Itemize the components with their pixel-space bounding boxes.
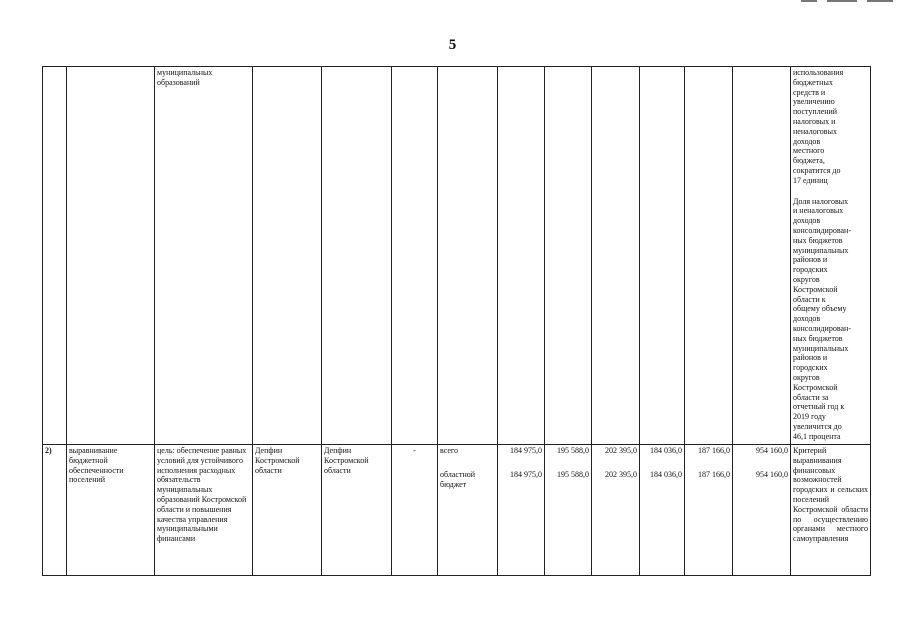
cell-value [733,445,791,576]
cell-value [498,67,545,445]
result-line: Костромской [793,382,838,392]
result-line: местного [793,146,825,156]
cell-number [43,67,67,445]
source-total: всего [440,446,459,455]
cell-value [733,67,791,445]
result-line: консолидирован- [793,225,851,235]
result-line: и неналоговых [793,206,844,216]
cell-value [545,445,592,576]
value-regional: 187 166,0 [698,469,730,479]
result-line: районов и [793,255,828,265]
result-line: округов [793,372,820,382]
value-regional: 184 975,0 [510,469,542,479]
result-line: ных бюджетов [793,333,843,343]
table-row [43,445,871,576]
result-line: увеличится до [793,421,842,431]
result-line: сократится до [793,165,841,175]
result-line: доходов [793,216,821,226]
result-line: поступлений [793,107,838,117]
cell-value [592,445,640,576]
result-line: городских [793,363,828,373]
cell-source [438,445,498,576]
result-line: бюджета, [793,156,825,166]
cell-coexecutor [322,67,392,445]
result-line: общему объему [793,304,847,314]
cell-coexecutor: Депфин Костромской области [322,445,392,576]
result-line: ных бюджетов [793,235,843,245]
cell-value [498,445,545,576]
cell-number: 2) [43,445,67,576]
cell-value [640,445,685,576]
cell-goal: цель: обеспечение равных условий для устойчивого исполнения расходных обязательств муниципальных образований Костромской области и повышения качества управления муниципальными финансами [155,445,253,576]
cell-dash [392,67,438,445]
cell-name: выравнивание бюджетной обеспеченности поселений [67,445,155,576]
value-total: 202 395,0 [605,446,637,455]
result-line: 46,1 процента [793,431,841,441]
cell-executor: Депфин Костромской области [253,445,322,576]
cell-result: Критерий выравнивания финансовых возможностей городских и сельских поселений Костромской области по осуществлению органами местного самоуправления [791,445,871,576]
program-table [42,66,871,576]
cell-result [791,67,871,445]
cell-value [640,67,685,445]
result-line: средств и [793,87,826,97]
value-total: 195 588,0 [557,446,589,455]
cell-executor [253,67,322,445]
result-line: использования [793,68,844,77]
result-line: округов [793,274,820,284]
result-line: муниципальных [793,343,849,353]
result-line: Доля налоговых [793,196,849,206]
result-line: области за [793,392,829,402]
value-total: 187 166,0 [698,446,730,455]
result-line: районов и [793,353,828,363]
value-regional: 184 036,0 [650,469,682,479]
result-line: 17 единиц [793,175,828,185]
scan-corner-mark [801,0,893,2]
result-line: доходов [793,136,821,146]
cell-dash: - [392,445,438,576]
cell-source [438,67,498,445]
result-line: муниципальных [793,245,849,255]
cell-value [545,67,592,445]
cell-value [685,445,733,576]
value-regional: 954 160,0 [756,469,788,479]
result-line: налоговых и [793,116,836,126]
result-line: 2019 году [793,412,826,422]
result-line: городских [793,265,828,275]
result-line: увеличению [793,97,835,107]
result-line: Костромской [793,284,838,294]
source-regional: областной бюджет [440,469,476,489]
result-text-block [793,68,868,186]
table-row [43,67,871,445]
value-regional: 202 395,0 [605,469,637,479]
cell-value [592,67,640,445]
result-line: области к [793,294,826,304]
result-text-block [793,197,868,442]
cell-name [67,67,155,445]
result-line: отчетный год к [793,402,845,412]
result-line: доходов [793,314,821,324]
page-number: 5 [448,37,457,53]
cell-value [685,67,733,445]
result-line: неналоговых [793,126,837,136]
cell-goal: муниципальных образований [155,67,253,445]
value-total: 184 036,0 [650,446,682,455]
value-total: 954 160,0 [756,446,788,455]
result-line: консолидирован- [793,323,851,333]
value-total: 184 975,0 [510,446,542,455]
result-line: бюджетных [793,77,833,87]
value-regional: 195 588,0 [557,469,589,479]
